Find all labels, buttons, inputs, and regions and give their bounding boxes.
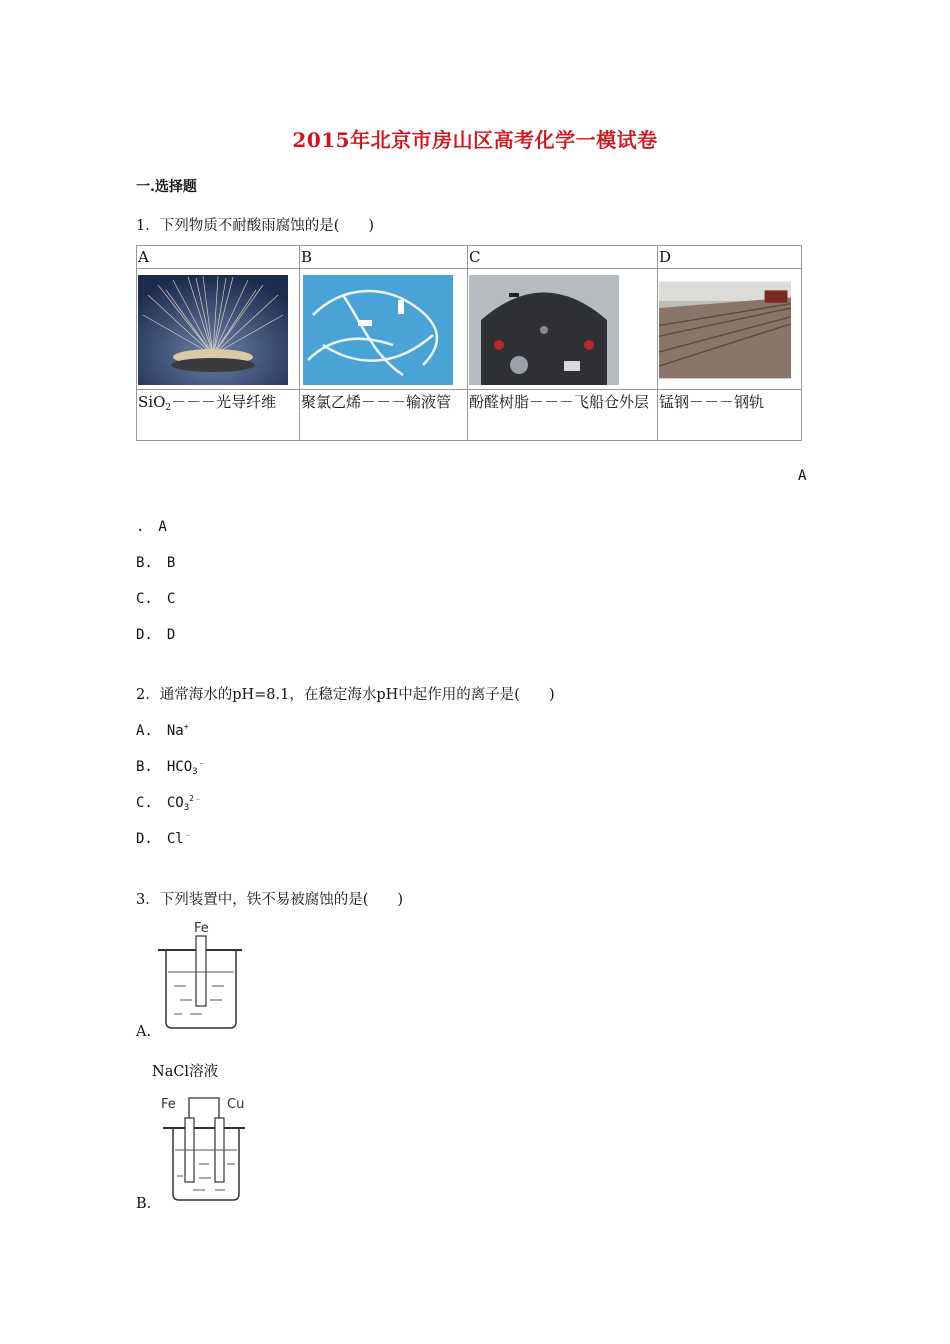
q3-option-a-label: A. — [136, 1024, 152, 1040]
stray-label: A — [798, 468, 807, 484]
col-d-caption: 锰钢－－－钢轨 — [658, 390, 802, 441]
section-heading: 一.选择题 — [136, 179, 197, 195]
iv-tube-image — [301, 275, 455, 385]
q2-option-a: A. Na+ — [136, 722, 189, 739]
col-a-header: A — [137, 246, 300, 269]
q2-option-b: B. $HCO_3^﹣$ — [136, 758, 206, 777]
col-c-header: C — [468, 246, 658, 269]
col-d-image-cell — [658, 269, 802, 390]
col-a-image-cell — [137, 269, 300, 390]
beaker-fe-diagram — [150, 916, 260, 1036]
col-b-header: B — [300, 246, 468, 269]
col-d-header: D — [658, 246, 802, 269]
q2-option-c: C. $CO_3^{2﹣}$ — [136, 794, 202, 813]
col-a-caption: SiO$_2$－－－光导纤维 — [137, 390, 300, 441]
railway-track-image — [659, 275, 791, 385]
q1-option-c: C. C — [136, 591, 176, 607]
cu-electrode-label: Cu — [227, 1097, 245, 1112]
page-title: 2015年北京市房山区高考化学一模试卷 — [292, 128, 658, 152]
col-b-image-cell — [300, 269, 468, 390]
q3-option-b-label: B. — [136, 1196, 152, 1212]
q1-option-b: B. B — [136, 555, 176, 571]
nacl-solution-label: NaCl溶液 — [152, 1064, 219, 1080]
question-2-stem: 2．通常海水的pH=8.1，在稳定海水pH中起作用的离子是( ) — [136, 687, 555, 703]
col-c-caption: 酚醛树脂－－－飞船仓外层 — [468, 390, 658, 441]
fe-electrode-label-b: Fe — [161, 1097, 176, 1112]
q1-option-d: D. D — [136, 627, 176, 643]
question-3-stem: 3．下列装置中，铁不易被腐蚀的是( ) — [136, 892, 404, 908]
col-b-caption: 聚氯乙烯－－－输液管 — [300, 390, 468, 441]
fe-electrode-label: Fe — [194, 921, 209, 936]
question-1-table — [136, 245, 802, 441]
beaker-fe-cu-diagram — [155, 1092, 265, 1210]
optical-fiber-image — [138, 275, 288, 385]
q2-option-d: D. Cl﹣ — [136, 830, 192, 847]
q1-option-a: . A — [136, 519, 167, 535]
question-1-stem: 1．下列物质不耐酸雨腐蚀的是( ) — [136, 218, 375, 234]
spacecraft-capsule-image — [469, 275, 619, 385]
col-c-image-cell — [468, 269, 658, 390]
